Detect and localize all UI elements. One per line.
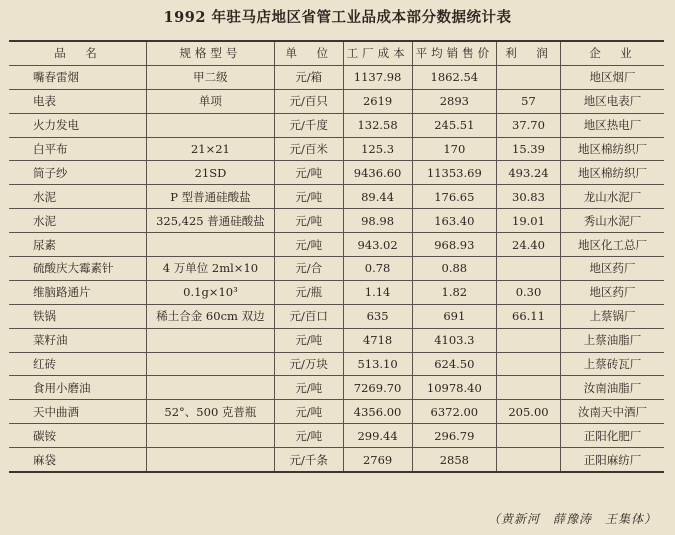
cell-name: 食用小磨油 [9,376,147,400]
cell-price: 624.50 [412,352,497,376]
cell-enterprise: 正阳麻纺厂 [560,448,664,472]
cell-name: 天中曲酒 [9,400,147,424]
cell-cost: 0.78 [343,257,412,281]
cell-name: 维脑路通片 [9,280,147,304]
cell-cost: 1137.98 [343,65,412,89]
cell-spec [147,424,275,448]
cell-unit: 元/吨 [274,424,343,448]
cell-profit [497,257,561,281]
table-row [9,352,664,376]
cell-price: 245.51 [412,113,497,137]
cell-enterprise: 地区化工总厂 [560,233,664,257]
cell-enterprise: 上蔡锅厂 [560,304,664,328]
cell-spec [147,328,275,352]
cell-price: 6372.00 [412,400,497,424]
cell-spec: 21×21 [147,137,275,161]
table-row [9,448,664,472]
cell-cost: 4718 [343,328,412,352]
cell-name: 白平布 [9,137,147,161]
cell-profit: 66.11 [497,304,561,328]
cell-spec: 21SD [147,161,275,185]
cell-unit: 元/吨 [274,328,343,352]
cell-enterprise: 上蔡油脂厂 [560,328,664,352]
cell-profit: 57 [497,89,561,113]
cell-price: 0.88 [412,257,497,281]
cell-spec: 325,425 普通硅酸盐 [147,209,275,233]
table-row [9,65,664,89]
cell-cost: 7269.70 [343,376,412,400]
header-row [9,41,664,65]
cell-unit: 元/吨 [274,209,343,233]
cell-unit: 元/箱 [274,65,343,89]
cell-spec: 稀土合金 60cm 双边 [147,304,275,328]
cell-cost: 125.3 [343,137,412,161]
cell-profit [497,352,561,376]
cell-name: 水泥 [9,185,147,209]
cell-enterprise: 龙山水泥厂 [560,185,664,209]
cell-profit: 37.70 [497,113,561,137]
cell-price: 296.79 [412,424,497,448]
cell-enterprise: 地区棉纺织厂 [560,161,664,185]
table-row [9,376,664,400]
cell-name: 尿素 [9,233,147,257]
cell-unit: 元/吨 [274,400,343,424]
cell-cost: 2769 [343,448,412,472]
cell-unit: 元/吨 [274,233,343,257]
cell-profit: 30.83 [497,185,561,209]
cell-name: 麻袋 [9,448,147,472]
cell-name: 水泥 [9,209,147,233]
cell-enterprise: 正阳化肥厂 [560,424,664,448]
cell-unit: 元/千度 [274,113,343,137]
table-row [9,400,664,424]
cell-profit [497,448,561,472]
cell-unit: 元/千条 [274,448,343,472]
cell-price: 1862.54 [412,65,497,89]
cell-profit: 19.01 [497,209,561,233]
cell-unit: 元/吨 [274,161,343,185]
cell-enterprise: 汝南天中酒厂 [560,400,664,424]
table-row [9,209,664,233]
cell-unit: 元/万块 [274,352,343,376]
cell-price: 968.93 [412,233,497,257]
cell-profit [497,65,561,89]
cost-statistics-table [9,40,664,473]
cell-spec [147,352,275,376]
cell-cost: 513.10 [343,352,412,376]
cell-spec: 0.1g×10³ [147,280,275,304]
cell-cost: 299.44 [343,424,412,448]
cell-price: 176.65 [412,185,497,209]
cell-profit: 0.30 [497,280,561,304]
cell-cost: 635 [343,304,412,328]
cell-cost: 1.14 [343,280,412,304]
cell-name: 筒子纱 [9,161,147,185]
cell-price: 4103.3 [412,328,497,352]
table-row [9,257,664,281]
cell-cost: 98.98 [343,209,412,233]
cell-spec: P 型普通硅酸盐 [147,185,275,209]
cell-name: 电表 [9,89,147,113]
cell-unit: 元/百米 [274,137,343,161]
table-row [9,328,664,352]
cell-enterprise: 上蔡砖瓦厂 [560,352,664,376]
header-unit: 单 位 [274,41,343,65]
cell-name: 铁锅 [9,304,147,328]
cell-unit: 元/百只 [274,89,343,113]
cell-spec: 甲二级 [147,65,275,89]
cell-spec: 4 万单位 2ml×10 [147,257,275,281]
table-title: 1992 年驻马店地区省管工业品成本部分数据统计表 [163,9,512,26]
cell-unit: 元/吨 [274,185,343,209]
table-row [9,89,664,113]
cell-cost: 4356.00 [343,400,412,424]
table-row [9,424,664,448]
cell-price: 10978.40 [412,376,497,400]
header-enterprise: 企 业 [560,41,664,65]
cell-enterprise: 地区药厂 [560,257,664,281]
table-row [9,233,664,257]
cell-profit: 15.39 [497,137,561,161]
cell-enterprise: 地区电表厂 [560,89,664,113]
cell-profit: 24.40 [497,233,561,257]
cell-unit: 元/百口 [274,304,343,328]
cell-unit: 元/吨 [274,376,343,400]
cell-cost: 2619 [343,89,412,113]
cell-price: 1.82 [412,280,497,304]
cell-spec: 52°、500 克普瓶 [147,400,275,424]
table-row [9,185,664,209]
cell-name: 嘴春雷烟 [9,65,147,89]
cell-unit: 元/合 [274,257,343,281]
cell-price: 11353.69 [412,161,497,185]
header-name: 品 名 [9,41,147,65]
table-row [9,137,664,161]
cell-name: 火力发电 [9,113,147,137]
cell-enterprise: 地区棉纺织厂 [560,137,664,161]
cell-spec: 单项 [147,89,275,113]
cell-enterprise: 地区热电厂 [560,113,664,137]
cell-profit: 493.24 [497,161,561,185]
cell-profit [497,328,561,352]
header-spec: 规格型号 [147,41,275,65]
header-cost: 工厂成本 [343,41,412,65]
header-profit: 利 润 [497,41,561,65]
cell-name: 红砖 [9,352,147,376]
cell-spec [147,233,275,257]
cell-enterprise: 地区烟厂 [560,65,664,89]
table-row [9,304,664,328]
cell-spec [147,448,275,472]
cell-price: 691 [412,304,497,328]
cell-profit: 205.00 [497,400,561,424]
table-row [9,113,664,137]
cell-cost: 9436.60 [343,161,412,185]
cell-profit [497,424,561,448]
cell-unit: 元/瓶 [274,280,343,304]
table-row [9,161,664,185]
header-price: 平均销售价 [412,41,497,65]
cell-price: 2893 [412,89,497,113]
cell-enterprise: 汝南油脂厂 [560,376,664,400]
cell-profit [497,376,561,400]
cell-cost: 943.02 [343,233,412,257]
cell-name: 硫酸庆大霉素针 [9,257,147,281]
table-row [9,280,664,304]
cell-price: 2858 [412,448,497,472]
cell-price: 163.40 [412,209,497,233]
cell-spec [147,376,275,400]
cell-name: 碳铵 [9,424,147,448]
cell-enterprise: 地区药厂 [560,280,664,304]
cell-spec [147,113,275,137]
cell-enterprise: 秀山水泥厂 [560,209,664,233]
author-credit: （黄新河 薛豫涛 王集体） [487,512,657,526]
cell-cost: 89.44 [343,185,412,209]
cell-cost: 132.58 [343,113,412,137]
cell-price: 170 [412,137,497,161]
cell-name: 菜籽油 [9,328,147,352]
